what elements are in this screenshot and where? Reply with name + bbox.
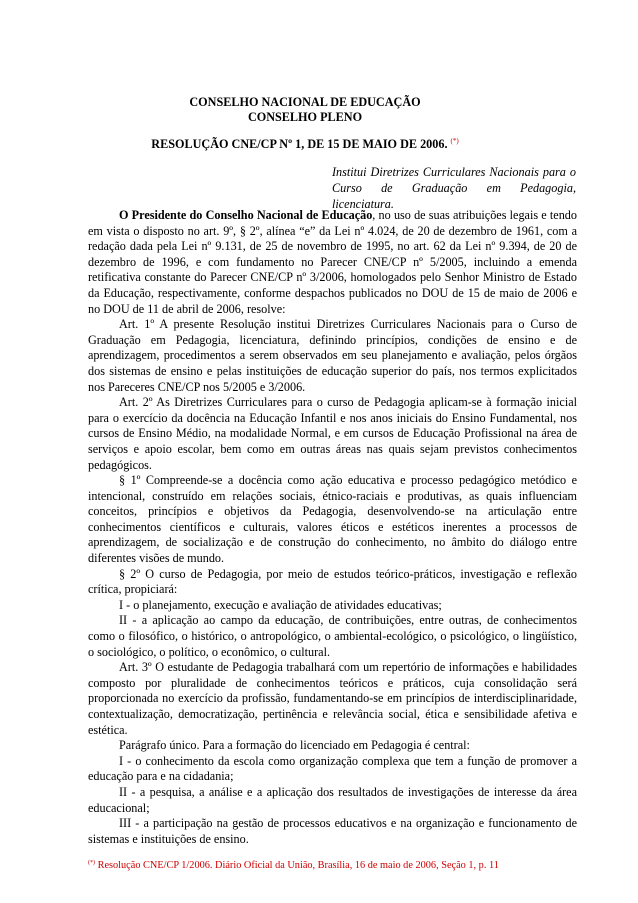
preamble [88,208,577,317]
footnote [88,857,588,872]
resolution-body [88,208,577,847]
council-heading: CONSELHO NACIONAL DE EDUCAÇÃO [189,95,421,109]
resolution-title-text: RESOLUÇÃO CNE/CP Nº 1, DE 15 DE MAIO DE 2006. [151,137,448,151]
article-3-item-ii: II - a pesquisa, a análise e a aplicação dos resultados de investigações de interesse da área educacional; [88,784,577,815]
article-3-sole-paragraph: Parágrafo único. Para a formação do licenciado em Pedagogia é central: [119,738,470,753]
resolution-footnote-mark: (*) [450,137,459,145]
article-3-item-i: I - o conhecimento da escola como organização complexa que tem a função de promover a educação para e na cidadania; [88,753,577,784]
preamble-lead: O Presidente do Conselho Nacional de Educação [119,208,373,222]
article-1: Art. 1º A presente Resolução institui Diretrizes Curriculares Nacionais para o Curso de Graduação em Pedagogia, licenciatura, definindo princípios, condições de ensino e de aprendizagem, procedimentos a serem observados em seu planejamento e avaliação, pelos órgãos dos sistemas de ensino e pelas instituições de educação superior do país, nos termos explicitados nos Pareceres CNE/CP nos 5/2005 e 3/2006. [88,317,577,394]
preamble-text: , no uso de suas atribuições legais e tendo em vista o disposto no art. 9º, § 2º, alínea “e” da Lei nº 4.024, de 20 de dezembro de 1961, com a redação dada pela Lei nº 9.131, de 25 de novembro de 1995, no art. 62 da Lei nº 9.394, de 20 de dezembro de 1996, e com fundamento no Parecer CNE/CP nº 5/2005, incluindo a emenda retificativa constante do Parecer CNE/CP nº 3/2006, homologados pelo Senhor Ministro de Estado da Educação, respectivamente, conforme despachos publicados no DOU de 15 de maio de 2006 e no DOU de 11 de abril de 2006, resolve: [88,208,577,316]
resolution-title [0,134,624,152]
footnote-mark: (*) [88,860,95,866]
ementa: Institui Diretrizes Curriculares Nacionais para o Curso de Graduação em Pedagogia, licenciatura. [332,165,576,211]
article-3-item-iii: III - a participação na gestão de processos educativos e na organização e funcionamento de sistemas e instituições de ensino. [88,816,577,846]
article-2-paragraph-2: § 2º O curso de Pedagogia, por meio de estudos teórico-práticos, investigação e reflexão crítica, propiciará: [88,566,577,597]
footnote-text: Resolução CNE/CP 1/2006. Diário Oficial da União, Brasília, 16 de maio de 2006, Seção 1, p. 11 [97,860,499,871]
article-2-item-i: I - o planejamento, execução e avaliação de atividades educativas; [119,597,442,612]
article-2: Art. 2º As Diretrizes Curriculares para o curso de Pedagogia aplicam-se à formação inicial para o exercício da docência na Educação Infantil e nos anos iniciais do Ensino Fundamental, nos cursos de Ensino Médio, na modalidade Normal, e em cursos de Educação Profissional na área de serviços e apoio escolar, bem como em outras áreas nas quais sejam previstos conhecimentos pedagógicos. [88,395,577,472]
plenary-heading: CONSELHO PLENO [247,110,363,124]
article-3: Art. 3º O estudante de Pedagogia trabalhará com um repertório de informações e habilidades composto por pluralidade de conhecimentos teóricos e práticos, cuja consolidação será proporcionada no exercício da profissão, fundamentando-se em princípios de interdisciplinaridade, contextualização, democratização, pertinência e relevância social, ética e sensibilidade afetiva e estética. [88,660,577,737]
article-2-item-ii: II - a aplicação ao campo da educação, de contribuições, entre outras, de conhecimentos como o filosófico, o histórico, o antropológico, o ambiental-ecológico, o psicológico, o lingüístico, o sociológico, o político, o econômico, o cultural. [88,613,577,659]
article-2-paragraph-1: § 1º Compreende-se a docência como ação educativa e processo pedagógico metódico e intencional, construído em relações sociais, étnico-raciais e produtivas, as quais influenciam conceitos, princípios e objetivos da Pedagogia, desenvolvendo-se na articulação entre conhecimentos científicos e culturais, valores éticos e estéticos inerentes a processos de aprendizagem, de socialização e de construção do conhecimento, no âmbito do diálogo entre diferentes visões de mundo. [88,473,577,566]
